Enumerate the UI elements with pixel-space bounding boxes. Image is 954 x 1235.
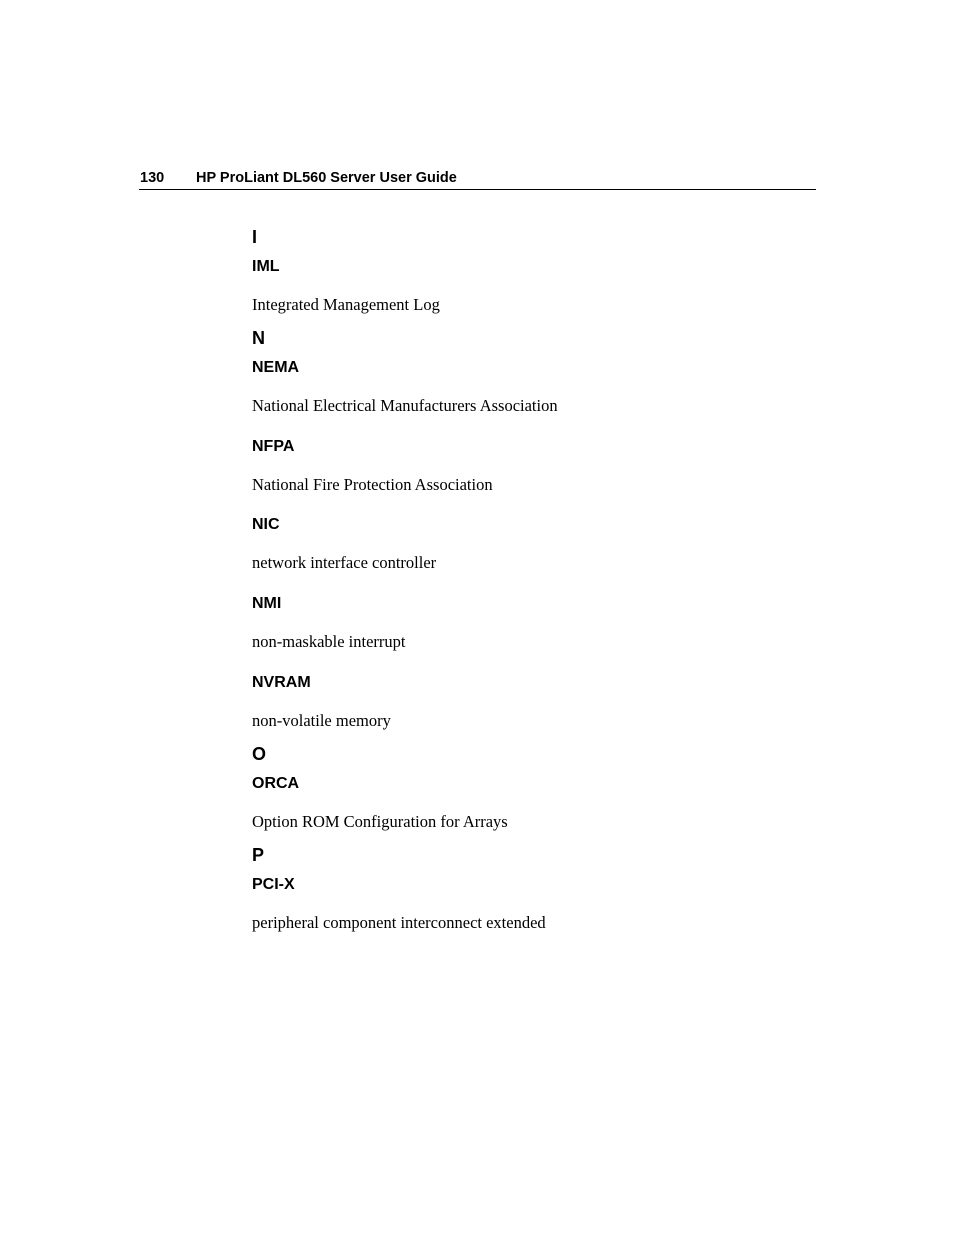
- glossary-definition: National Fire Protection Association: [252, 475, 493, 494]
- glossary-term: PCI-X: [252, 876, 295, 893]
- glossary-definition: non-maskable interrupt: [252, 632, 406, 651]
- guide-title: HP ProLiant DL560 Server User Guide: [196, 170, 457, 186]
- glossary-term: NIC: [252, 516, 280, 533]
- section-letter-n: N: [252, 328, 265, 348]
- glossary-term: NMI: [252, 595, 282, 612]
- page-number: 130: [140, 170, 165, 186]
- section-letter-p: P: [252, 845, 265, 865]
- section-letter-o: O: [252, 744, 267, 764]
- glossary-definition: Option ROM Configuration for Arrays: [252, 812, 508, 831]
- glossary-definition: non-volatile memory: [252, 711, 391, 730]
- glossary-definition: Integrated Management Log: [252, 295, 440, 314]
- glossary-definition: peripheral component interconnect extended: [252, 913, 546, 932]
- section-letter-i: I: [252, 227, 258, 247]
- glossary-definition: National Electrical Manufacturers Association: [252, 396, 558, 415]
- glossary-term: NFPA: [252, 438, 295, 455]
- glossary-term: ORCA: [252, 775, 300, 792]
- glossary-term: NVRAM: [252, 674, 311, 691]
- glossary-term: NEMA: [252, 359, 300, 376]
- glossary-term: IML: [252, 258, 280, 275]
- glossary-definition: network interface controller: [252, 553, 437, 572]
- page-header: [139, 168, 816, 190]
